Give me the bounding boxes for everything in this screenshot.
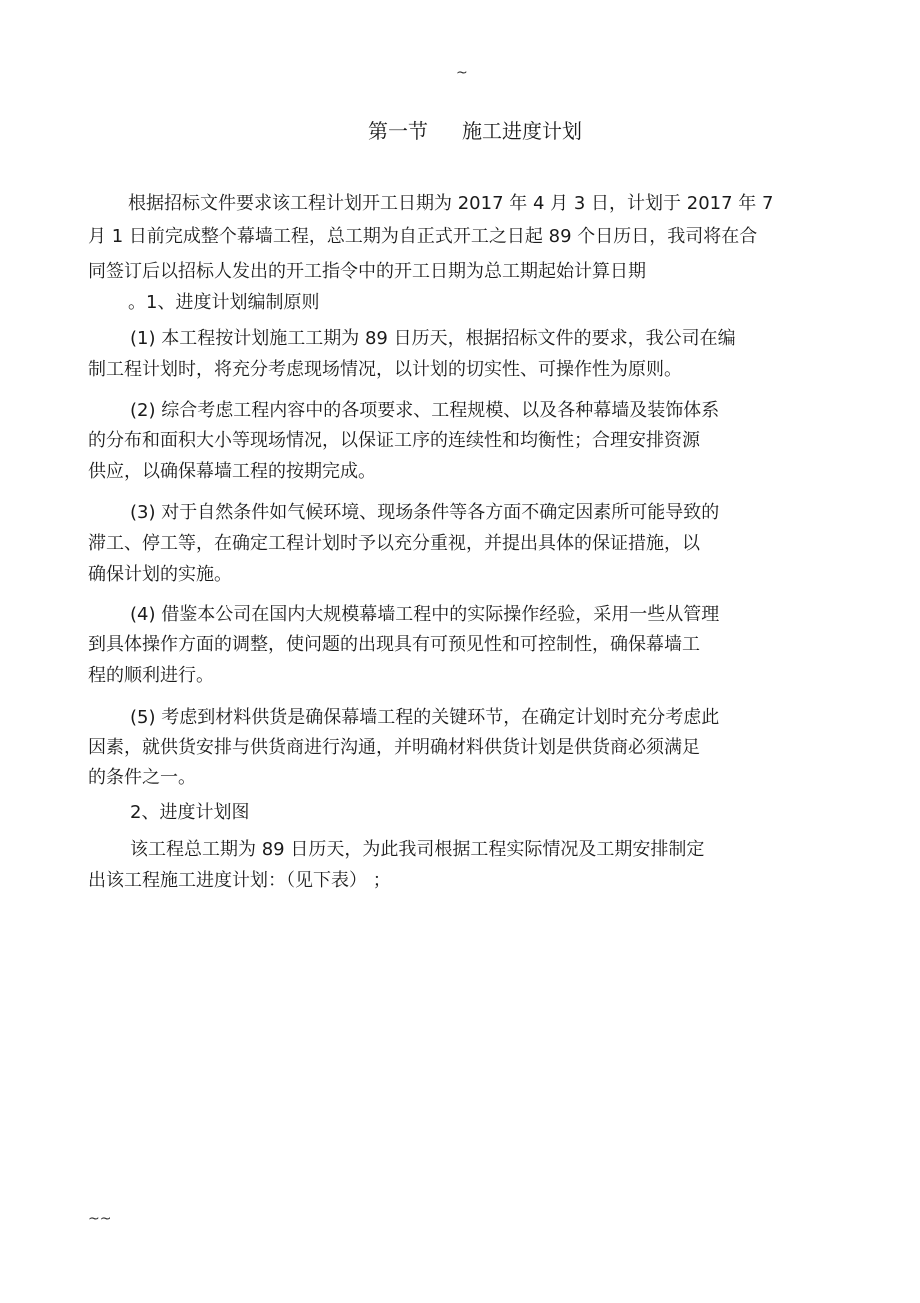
- item5-line-1: (5) 考虑到材料供货是确保幕墙工程的关键环节，在确定计划时充分考虑此: [130, 707, 720, 728]
- section2-line-2: 出该工程施工进度计划：（见下表） ；: [88, 870, 391, 891]
- header-mark: ~: [456, 65, 468, 81]
- item3-line-1: (3) 对于自然条件如气候环境、现场条件等各方面不确定因素所可能导致的: [130, 502, 720, 523]
- item2-line-3: 供应，以确保幕墙工程的按期完成。: [88, 461, 376, 482]
- intro-line-2: 月 1 日前完成整个幕墙工程，总工期为自正式开工之日起 89 个日历日，我司将在合: [88, 226, 758, 247]
- item4-line-1: (4) 借鉴本公司在国内大规模幕墙工程中的实际操作经验，采用一些从管理: [130, 604, 720, 625]
- intro-line-1: 根据招标文件要求该工程计划开工日期为 2017 年 4 月 3 日，计划于 2017 年 7: [128, 193, 774, 214]
- item2-line-1: (2) 综合考虑工程内容中的各项要求、工程规模、以及各种幕墙及装饰体系: [130, 400, 720, 421]
- section-title: [0, 117, 920, 145]
- section1-heading: 。1、进度计划编制原则: [128, 292, 320, 313]
- item5-line-2: 因素，就供货安排与供货商进行沟通，并明确材料供货计划是供货商必须满足: [88, 737, 700, 758]
- intro-line-3: 同签订后以招标人发出的开工指令中的开工日期为总工期起始计算日期: [88, 261, 646, 282]
- item4-line-3: 程的顺利进行。: [88, 665, 214, 686]
- item1-line-2: 制工程计划时，将充分考虑现场情况，以计划的切实性、可操作性为原则。: [88, 359, 682, 380]
- section-name: 施工进度计划: [462, 119, 582, 143]
- item4-line-2: 到具体操作方面的调整，使问题的出现具有可预见性和可控制性，确保幕墙工: [88, 634, 700, 655]
- section2-line-1: 该工程总工期为 89 日历天，为此我司根据工程实际情况及工期安排制定: [130, 839, 705, 860]
- item3-line-3: 确保计划的实施。: [88, 564, 232, 585]
- section-number: 第一节: [368, 119, 428, 143]
- section2-heading: 2、进度计划图: [130, 802, 250, 823]
- item3-line-2: 滞工、停工等，在确定工程计划时予以充分重视，并提出具体的保证措施，以: [88, 533, 700, 554]
- item1-line-1: (1) 本工程按计划施工工期为 89 日历天，根据招标文件的要求，我公司在编: [130, 328, 736, 349]
- footer-mark: ~~: [88, 1211, 112, 1227]
- item2-line-2: 的分布和面积大小等现场情况，以保证工序的连续性和均衡性；合理安排资源: [88, 430, 700, 451]
- item5-line-3: 的条件之一。: [88, 767, 196, 788]
